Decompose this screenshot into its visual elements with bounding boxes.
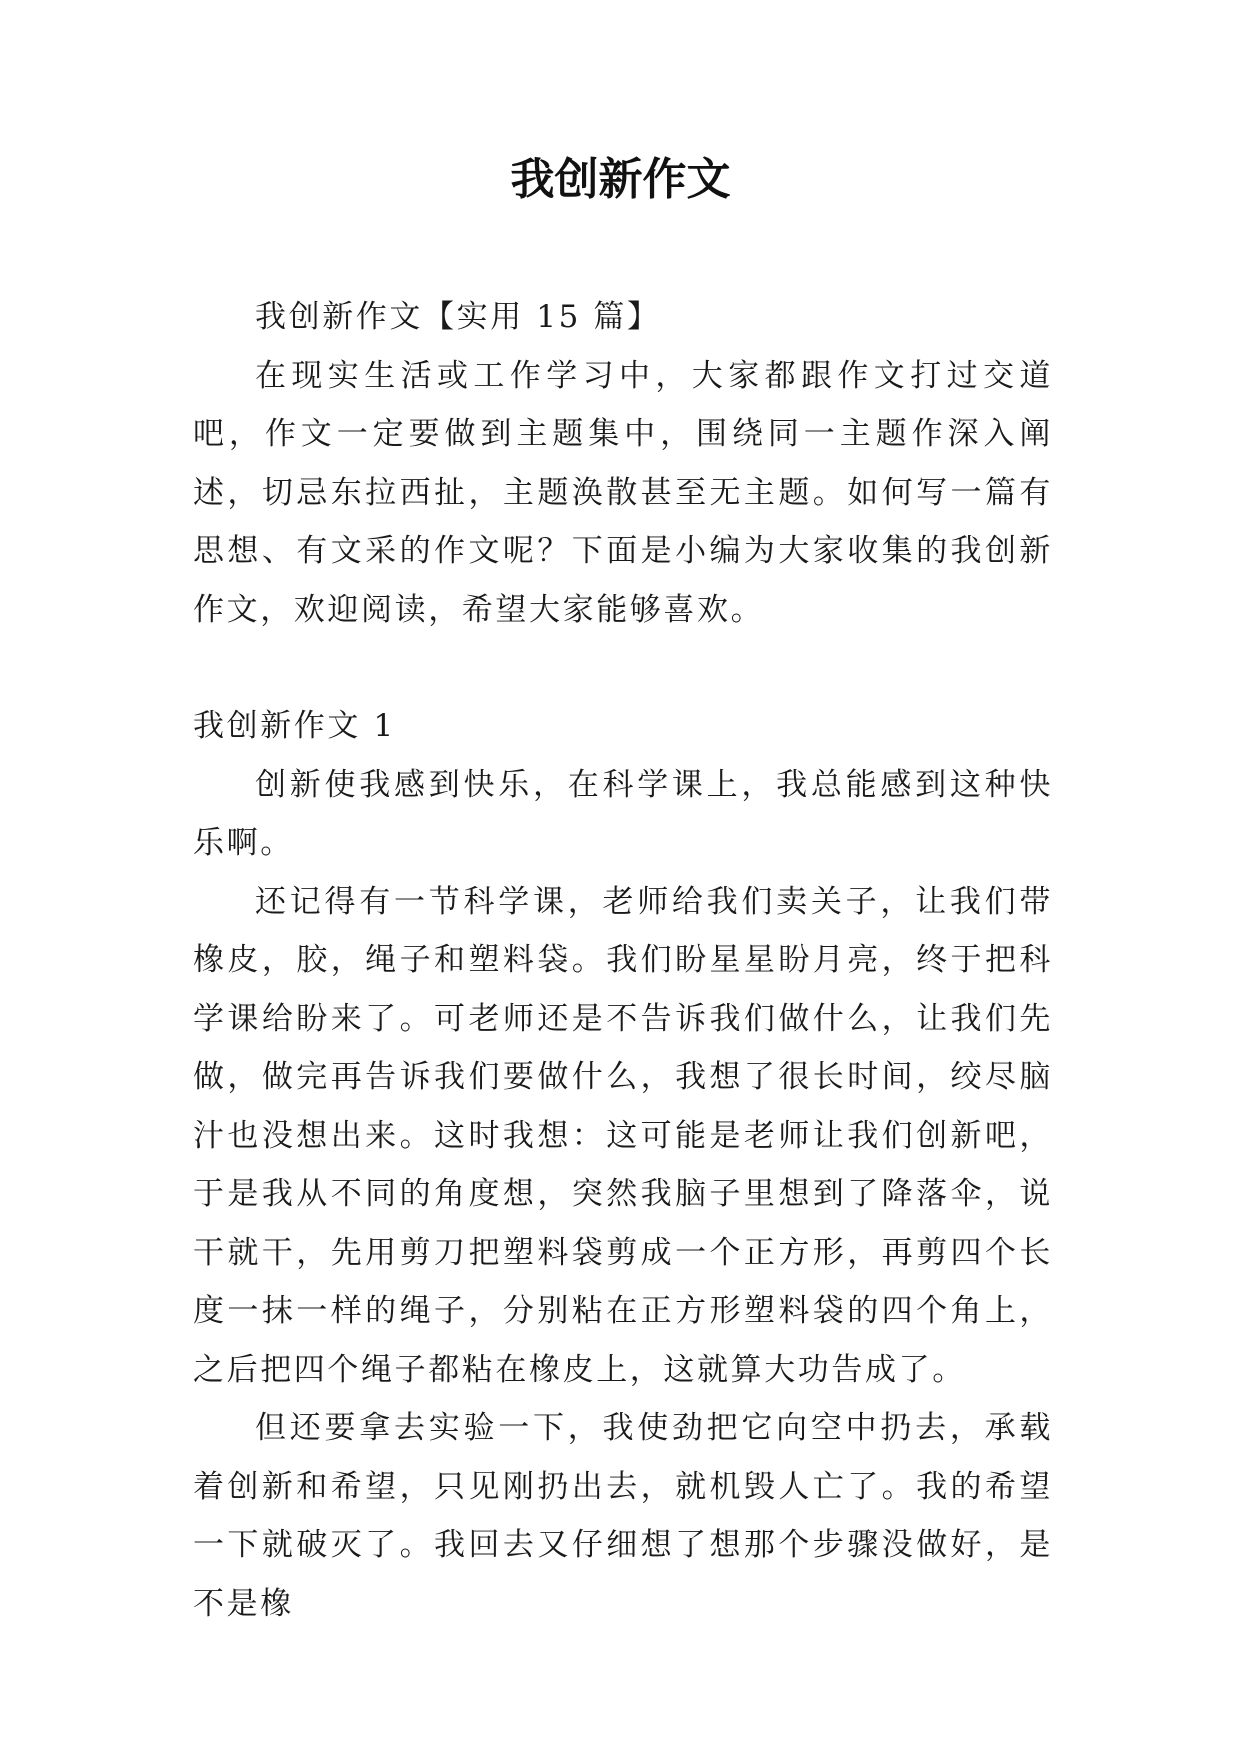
section-spacer — [193, 639, 1053, 697]
document-title: 我创新作文 — [510, 154, 731, 205]
body-paragraph: 但还要拿去实验一下，我使劲把它向空中扔去，承载着创新和希望，只见刚扔出去，就机毁人亡了。我的希望一下就破灭了。我回去又仔细想了想那个步骤没做好，是不是橡 — [193, 1410, 1053, 1622]
intro-paragraph: 在现实生活或工作学习中，大家都跟作文打过交道吧，作文一定要做到主题集中，围绕同一主题作深入阐述，切忌东拉西扯，主题涣散甚至无主题。如何写一篇有思想、有文采的作文呢？下面是小编为大家收集的我创新作文，欢迎阅读，希望大家能够喜欢。 — [193, 357, 1053, 628]
document-subtitle: 我创新作文【实用 15 篇】 — [255, 299, 661, 335]
section-heading: 我创新作文 1 — [193, 708, 396, 744]
document-body — [193, 288, 1053, 1633]
body-paragraph: 还记得有一节科学课，老师给我们卖关子，让我们带橡皮，胶，绳子和塑料袋。我们盼星星盼月亮，终于把科学课给盼来了。可老师还是不告诉我们做什么，让我们先做，做完再告诉我们要做什么，我想了很长时间，绞尽脑汁也没想出来。这时我想：这可能是老师让我们创新吧，于是我从不同的角度想，突然我脑子里想到了降落伞，说干就干，先用剪刀把塑料袋剪成一个正方形，再剪四个长度一抹一样的绳子，分别粘在正方形塑料袋的四个角上，之后把四个绳子都粘在橡皮上，这就算大功告成了。 — [193, 883, 1053, 1388]
body-paragraph: 创新使我感到快乐，在科学课上，我总能感到这种快乐啊。 — [193, 766, 1053, 861]
